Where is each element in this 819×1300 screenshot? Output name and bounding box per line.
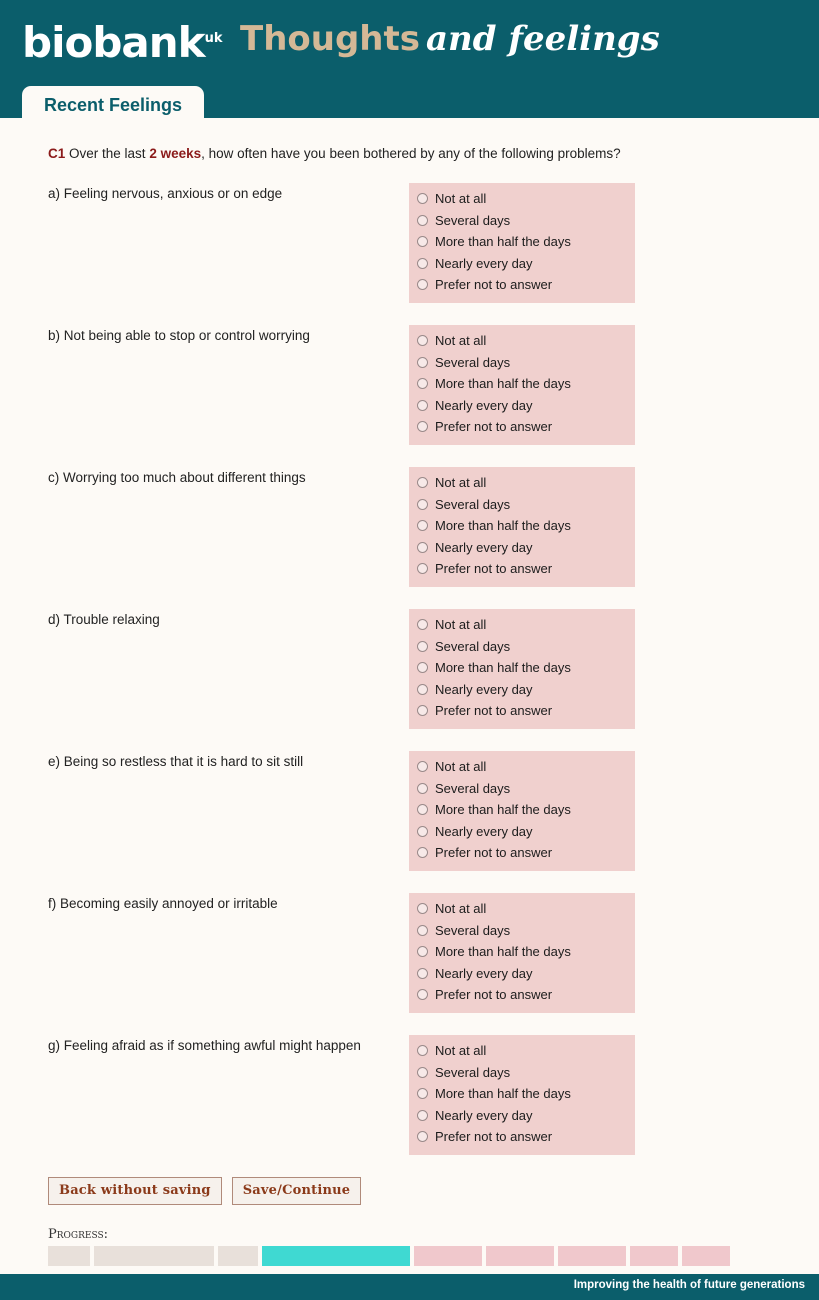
radio-option[interactable] bbox=[409, 210, 635, 232]
radio-option[interactable] bbox=[409, 984, 635, 1006]
radio-icon[interactable] bbox=[417, 662, 428, 673]
question-item-label: a) Feeling nervous, anxious or on edge bbox=[48, 186, 283, 201]
radio-option-label: Not at all bbox=[435, 759, 487, 774]
radio-icon[interactable] bbox=[417, 761, 428, 772]
radio-icon[interactable] bbox=[417, 705, 428, 716]
radio-icon[interactable] bbox=[417, 520, 428, 531]
radio-option-label: More than half the days bbox=[435, 376, 571, 392]
question-item-label: c) Worrying too much about different things bbox=[48, 470, 306, 485]
page-footer bbox=[0, 1274, 819, 1300]
progress-label: Progress: bbox=[48, 1227, 108, 1242]
radio-icon[interactable] bbox=[417, 215, 428, 226]
radio-icon[interactable] bbox=[417, 421, 428, 432]
radio-option[interactable] bbox=[409, 188, 635, 210]
radio-option-label: Prefer not to answer bbox=[435, 277, 553, 293]
radio-icon[interactable] bbox=[417, 903, 428, 914]
radio-option-label: Not at all bbox=[435, 901, 487, 916]
option-group bbox=[409, 751, 635, 871]
radio-option[interactable] bbox=[409, 253, 635, 275]
radio-option[interactable] bbox=[409, 352, 635, 374]
option-group bbox=[409, 609, 635, 729]
question-item bbox=[48, 1035, 791, 1155]
question-emphasis: 2 weeks bbox=[149, 146, 202, 161]
radio-option[interactable] bbox=[409, 231, 635, 253]
radio-icon[interactable] bbox=[417, 193, 428, 204]
radio-icon[interactable] bbox=[417, 1131, 428, 1142]
radio-option-label: Prefer not to answer bbox=[435, 419, 553, 435]
radio-option-label: More than half the days bbox=[435, 1086, 571, 1102]
radio-option[interactable] bbox=[409, 472, 635, 494]
radio-icon[interactable] bbox=[417, 1110, 428, 1121]
radio-option-label: More than half the days bbox=[435, 518, 571, 534]
progress-segment bbox=[486, 1246, 554, 1266]
radio-icon[interactable] bbox=[417, 477, 428, 488]
radio-option-label: Not at all bbox=[435, 191, 487, 206]
radio-option[interactable] bbox=[409, 920, 635, 942]
radio-option-label: More than half the days bbox=[435, 660, 571, 676]
radio-option[interactable] bbox=[409, 842, 635, 864]
progress-segment bbox=[414, 1246, 482, 1266]
footer-tagline: Improving the health of future generations bbox=[573, 1279, 805, 1291]
logo-uk-suffix: uk bbox=[204, 31, 223, 46]
radio-option-label: Not at all bbox=[435, 617, 487, 632]
option-group bbox=[409, 1035, 635, 1155]
radio-icon[interactable] bbox=[417, 804, 428, 815]
radio-option-label: Nearly every day bbox=[435, 965, 533, 981]
radio-option-label: Several days bbox=[435, 354, 511, 370]
radio-icon[interactable] bbox=[417, 563, 428, 574]
radio-option[interactable] bbox=[409, 373, 635, 395]
question-prompt bbox=[48, 146, 791, 161]
radio-option[interactable] bbox=[409, 636, 635, 658]
radio-option-label: Prefer not to answer bbox=[435, 845, 553, 861]
radio-icon[interactable] bbox=[417, 641, 428, 652]
radio-option[interactable] bbox=[409, 963, 635, 985]
radio-option[interactable] bbox=[409, 494, 635, 516]
radio-option-label: Several days bbox=[435, 922, 511, 938]
radio-icon[interactable] bbox=[417, 968, 428, 979]
radio-option[interactable] bbox=[409, 1083, 635, 1105]
radio-icon[interactable] bbox=[417, 258, 428, 269]
question-item-label: b) Not being able to stop or control worrying bbox=[48, 328, 310, 343]
progress-segment bbox=[630, 1246, 678, 1266]
back-without-saving-button[interactable]: Back without saving bbox=[48, 1177, 222, 1205]
radio-option[interactable] bbox=[409, 821, 635, 843]
radio-option[interactable] bbox=[409, 274, 635, 296]
save-continue-button[interactable]: Save/Continue bbox=[232, 1177, 362, 1205]
radio-icon[interactable] bbox=[417, 946, 428, 957]
question-item bbox=[48, 183, 791, 303]
radio-option-label: Prefer not to answer bbox=[435, 987, 553, 1003]
tab-label: Recent Feelings bbox=[44, 95, 183, 115]
radio-option[interactable] bbox=[409, 898, 635, 920]
progress-segment bbox=[48, 1246, 90, 1266]
radio-icon[interactable] bbox=[417, 925, 428, 936]
option-group bbox=[409, 893, 635, 1013]
logo-text: biobank bbox=[22, 18, 205, 67]
radio-icon[interactable] bbox=[417, 826, 428, 837]
progress-bar bbox=[48, 1246, 791, 1266]
radio-option-label: Nearly every day bbox=[435, 539, 533, 555]
radio-option[interactable] bbox=[409, 679, 635, 701]
radio-icon[interactable] bbox=[417, 1088, 428, 1099]
radio-icon[interactable] bbox=[417, 378, 428, 389]
progress-segment bbox=[218, 1246, 258, 1266]
progress-segment bbox=[94, 1246, 214, 1266]
question-item bbox=[48, 467, 791, 587]
radio-icon[interactable] bbox=[417, 1045, 428, 1056]
radio-option[interactable] bbox=[409, 1040, 635, 1062]
radio-option[interactable] bbox=[409, 941, 635, 963]
radio-icon[interactable] bbox=[417, 400, 428, 411]
radio-option[interactable] bbox=[409, 330, 635, 352]
radio-option[interactable] bbox=[409, 1062, 635, 1084]
page-title-main: Thoughts bbox=[240, 19, 420, 59]
option-group bbox=[409, 467, 635, 587]
question-number: C1 bbox=[48, 146, 66, 161]
radio-icon[interactable] bbox=[417, 499, 428, 510]
radio-icon[interactable] bbox=[417, 279, 428, 290]
radio-option-label: Several days bbox=[435, 780, 511, 796]
radio-option[interactable] bbox=[409, 515, 635, 537]
question-item bbox=[48, 893, 791, 1013]
radio-icon[interactable] bbox=[417, 1067, 428, 1078]
radio-option-label: Several days bbox=[435, 212, 511, 228]
radio-icon[interactable] bbox=[417, 847, 428, 858]
radio-option-label: Several days bbox=[435, 1064, 511, 1080]
radio-option-label: Nearly every day bbox=[435, 823, 533, 839]
question-item-label: g) Feeling afraid as if something awful might happen bbox=[48, 1038, 361, 1053]
question-item bbox=[48, 751, 791, 871]
radio-option-label: Not at all bbox=[435, 333, 487, 348]
page-title bbox=[240, 19, 660, 59]
radio-icon[interactable] bbox=[417, 783, 428, 794]
biobank-logo bbox=[22, 18, 223, 67]
progress-segment bbox=[558, 1246, 626, 1266]
radio-icon[interactable] bbox=[417, 989, 428, 1000]
radio-icon[interactable] bbox=[417, 357, 428, 368]
radio-option-label: Prefer not to answer bbox=[435, 561, 553, 577]
radio-option[interactable] bbox=[409, 395, 635, 417]
radio-option-label: More than half the days bbox=[435, 944, 571, 960]
radio-option[interactable] bbox=[409, 558, 635, 580]
radio-option-label: Nearly every day bbox=[435, 255, 533, 271]
radio-option-label: Nearly every day bbox=[435, 681, 533, 697]
question-item-label: e) Being so restless that it is hard to sit still bbox=[48, 754, 304, 769]
radio-option[interactable] bbox=[409, 657, 635, 679]
question-items bbox=[48, 183, 791, 1155]
radio-icon[interactable] bbox=[417, 619, 428, 630]
progress-segment bbox=[682, 1246, 730, 1266]
radio-option[interactable] bbox=[409, 756, 635, 778]
radio-option-label: Nearly every day bbox=[435, 1107, 533, 1123]
option-group bbox=[409, 183, 635, 303]
main-content bbox=[0, 118, 819, 1266]
radio-option[interactable] bbox=[409, 537, 635, 559]
radio-option-label: Nearly every day bbox=[435, 397, 533, 413]
radio-option[interactable] bbox=[409, 799, 635, 821]
radio-option-label: Prefer not to answer bbox=[435, 1129, 553, 1145]
question-item-label: f) Becoming easily annoyed or irritable bbox=[48, 896, 278, 911]
radio-option[interactable] bbox=[409, 1126, 635, 1148]
radio-icon[interactable] bbox=[417, 335, 428, 346]
question-text-after: , how often have you been bothered by any of the following problems? bbox=[201, 146, 621, 161]
option-group bbox=[409, 325, 635, 445]
radio-option-label: More than half the days bbox=[435, 234, 571, 250]
radio-icon[interactable] bbox=[417, 542, 428, 553]
progress-section bbox=[48, 1227, 791, 1266]
radio-option[interactable] bbox=[409, 1105, 635, 1127]
radio-option-label: Several days bbox=[435, 496, 511, 512]
radio-icon[interactable] bbox=[417, 684, 428, 695]
form-buttons bbox=[48, 1177, 791, 1205]
question-text-before: Over the last bbox=[65, 146, 150, 161]
radio-option-label: Prefer not to answer bbox=[435, 703, 553, 719]
radio-option[interactable] bbox=[409, 416, 635, 438]
radio-option[interactable] bbox=[409, 700, 635, 722]
radio-option[interactable] bbox=[409, 614, 635, 636]
radio-option-label: More than half the days bbox=[435, 802, 571, 818]
radio-option[interactable] bbox=[409, 778, 635, 800]
radio-option-label: Not at all bbox=[435, 475, 487, 490]
radio-icon[interactable] bbox=[417, 236, 428, 247]
progress-segment bbox=[262, 1246, 410, 1266]
radio-option-label: Several days bbox=[435, 638, 511, 654]
page-title-sub: and feelings bbox=[426, 19, 660, 59]
question-item bbox=[48, 609, 791, 729]
question-item-label: d) Trouble relaxing bbox=[48, 612, 160, 627]
question-item bbox=[48, 325, 791, 445]
radio-option-label: Not at all bbox=[435, 1043, 487, 1058]
page-header bbox=[0, 0, 819, 118]
